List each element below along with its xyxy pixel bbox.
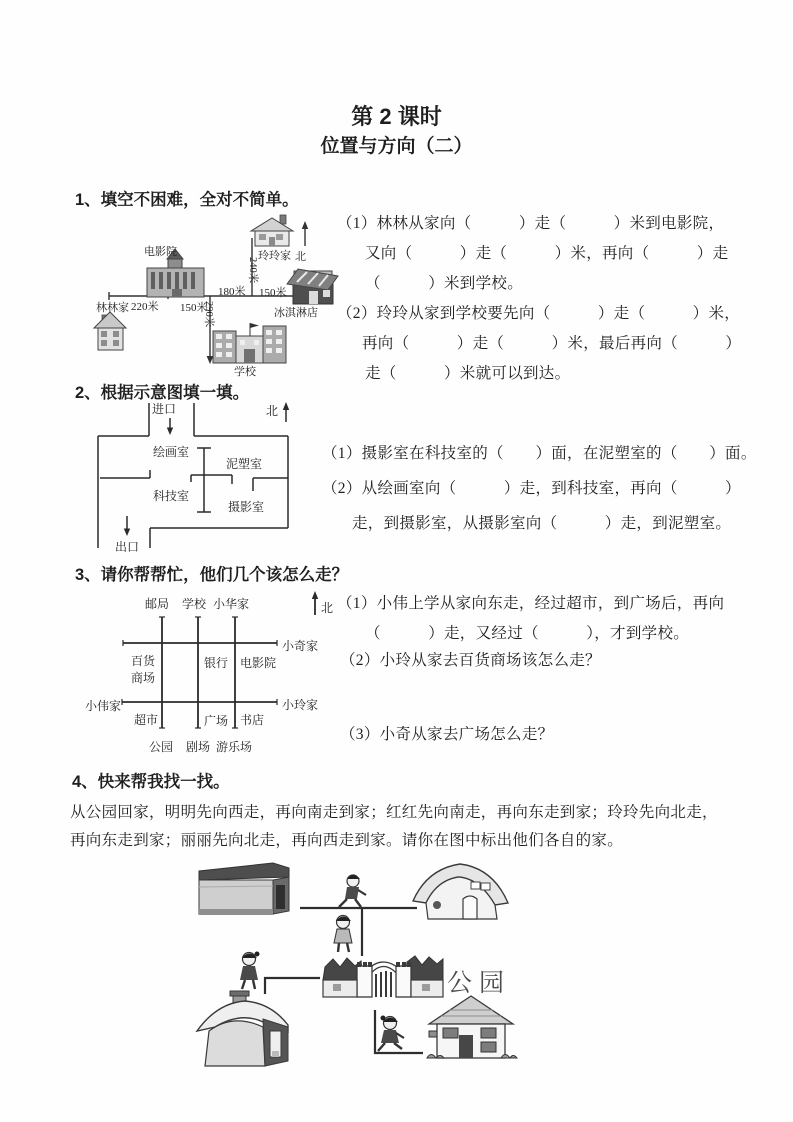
q1-heading: 1、填空不困难，全对不简单。: [75, 191, 299, 209]
q2-label-exit: 出口: [115, 540, 140, 554]
q3-label-xiaoqi-home: 小奇家: [282, 639, 319, 653]
q3-label-theater: 剧场: [186, 740, 211, 754]
q1-map-lines: [60, 215, 350, 380]
q2-label-north: 北: [266, 404, 279, 418]
page-subtitle: 位置与方向（二）: [320, 136, 473, 157]
q1-item2-line2: 再向（ ）走（ ）米，最后再向（ ）: [362, 335, 742, 352]
page-title: 第 2 课时: [351, 104, 442, 129]
q3-label-plaza: 广场: [204, 714, 229, 728]
q3-label-xiaohua-home: 小华家: [213, 597, 250, 611]
q3-street-map: [85, 588, 335, 760]
walking-girl-left-icon: [240, 952, 260, 990]
q2-item2-line2: 走，到摄影室，从摄影室向（ ）走，到泥塑室。: [352, 515, 732, 532]
q3-label-post-office: 邮局: [145, 597, 170, 611]
q1-map-diagram: [60, 215, 350, 380]
q3-label-dept-store-1: 百货: [131, 654, 156, 668]
q3-item1-line1: （1）小伟上学从家向东走，经过超市，到广场后，再向: [337, 595, 725, 612]
q3-label-north: 北: [321, 601, 334, 615]
q3-grid-lines: [85, 588, 335, 760]
q3-label-bookstore: 书店: [240, 713, 265, 727]
q1-label-school: 学校: [234, 366, 256, 378]
q1-dist-180: 180米: [218, 286, 246, 298]
q2-label-science-room: 科技室: [153, 489, 190, 503]
q4-park-label: 公园: [447, 969, 512, 997]
q1-label-ice-cream-shop: 冰淇淋店: [274, 307, 318, 319]
q3-item1-line2: （ ）走，又经过（ ），才到学校。: [365, 625, 690, 642]
q3-label-xiaowei-home: 小伟家: [85, 699, 122, 713]
q1-label-north: 北: [295, 251, 306, 263]
q2-item2-line1: （2）从绘画室向（ ）走，到科技室，再向（ ）: [322, 480, 741, 497]
walking-girl-down-icon: [334, 916, 352, 953]
ice-cream-shop-icon: [287, 269, 338, 304]
q3-label-bank: 银行: [204, 656, 229, 670]
running-girl-icon: [378, 1016, 404, 1052]
q3-item2: （2）小玲从家去百货商场该怎么走？: [340, 652, 601, 669]
north-arrow-icon: [312, 591, 318, 599]
q1-item2-line1: （2）玲玲从家到学校要先向（ ）走（ ）米，: [337, 305, 741, 322]
q2-floor-plan: [90, 398, 305, 558]
north-arrow-icon: [283, 402, 289, 410]
q3-label-xiaoling-home: 小玲家: [282, 698, 319, 712]
q1-item1-line2: 又向（ ）走（ ）米，再向（ ）走: [365, 245, 729, 262]
q3-label-school: 学校: [182, 597, 207, 611]
q1-label-cinema: 电影院: [144, 246, 177, 258]
school-building-icon: [213, 323, 286, 363]
q1-dist-150-left: 150米: [180, 302, 208, 314]
store-building-icon: [199, 863, 289, 915]
q1-label-lingling-home: 玲玲家: [258, 250, 291, 262]
park-gate-icon: [323, 956, 443, 997]
q3-item3: （3）小奇从家去广场怎么走？: [340, 726, 554, 743]
q2-label-photo-room: 摄影室: [228, 500, 265, 514]
q2-heading: 2、根据示意图填一填。: [75, 384, 250, 402]
round-roof-house-icon: [413, 864, 508, 919]
q2-label-clay-room: 泥塑室: [226, 457, 263, 471]
q1-item1-line1: （1）林林从家向（ ）走（ ）米到电影院，: [337, 215, 725, 232]
q2-plan-lines: [90, 398, 305, 558]
q3-label-cinema: 电影院: [240, 656, 277, 670]
q3-label-supermarket: 超市: [134, 713, 159, 727]
down-arrow-icon: [207, 356, 214, 364]
q4-body-line2: 再向东走到家；丽丽先向北走，再向西走到家。请你在图中标出他们各自的家。: [70, 832, 624, 849]
lingling-house-icon: [251, 215, 293, 246]
q4-heading: 4、快来帮我找一找。: [72, 773, 230, 791]
q2-label-painting-room: 绘画室: [153, 445, 190, 459]
q1-dist-290: 290米: [203, 301, 214, 328]
q3-label-dept-store-2: 商场: [131, 671, 156, 685]
q2-label-entrance: 进口: [152, 402, 177, 416]
entrance-down-arrow-icon: [167, 428, 173, 436]
q3-label-park: 公园: [149, 740, 174, 754]
q1-dist-240: 240米: [247, 257, 258, 284]
chimney-house-icon: [197, 991, 288, 1066]
q1-item1-line3: （ ）米到学校。: [365, 275, 524, 292]
q4-illustration: [175, 855, 535, 1075]
q1-dist-150-right: 150米: [259, 287, 287, 299]
q3-heading: 3、请你帮帮忙，他们几个该怎么走？: [75, 566, 349, 584]
q4-body-line1: 从公园回家，明明先向西走，再向南走到家；红红先向南走，再向东走到家；玲玲先向北走，: [70, 804, 718, 821]
walking-boy-icon: [339, 875, 366, 907]
linlin-house-icon: [94, 312, 126, 350]
two-story-house-icon: [427, 996, 517, 1058]
q1-item2-line3: 走（ ）米就可以到达。: [365, 365, 571, 382]
q1-label-linlin-home: 林林家: [96, 302, 129, 314]
q3-label-playground: 游乐场: [216, 740, 253, 754]
q1-dist-220: 220米: [131, 301, 159, 313]
exit-down-arrow-icon: [124, 529, 130, 537]
north-arrow-icon: [302, 221, 308, 229]
q2-item1: （1）摄影室在科技室的（ ）面，在泥塑室的（ ）面。: [322, 445, 757, 462]
